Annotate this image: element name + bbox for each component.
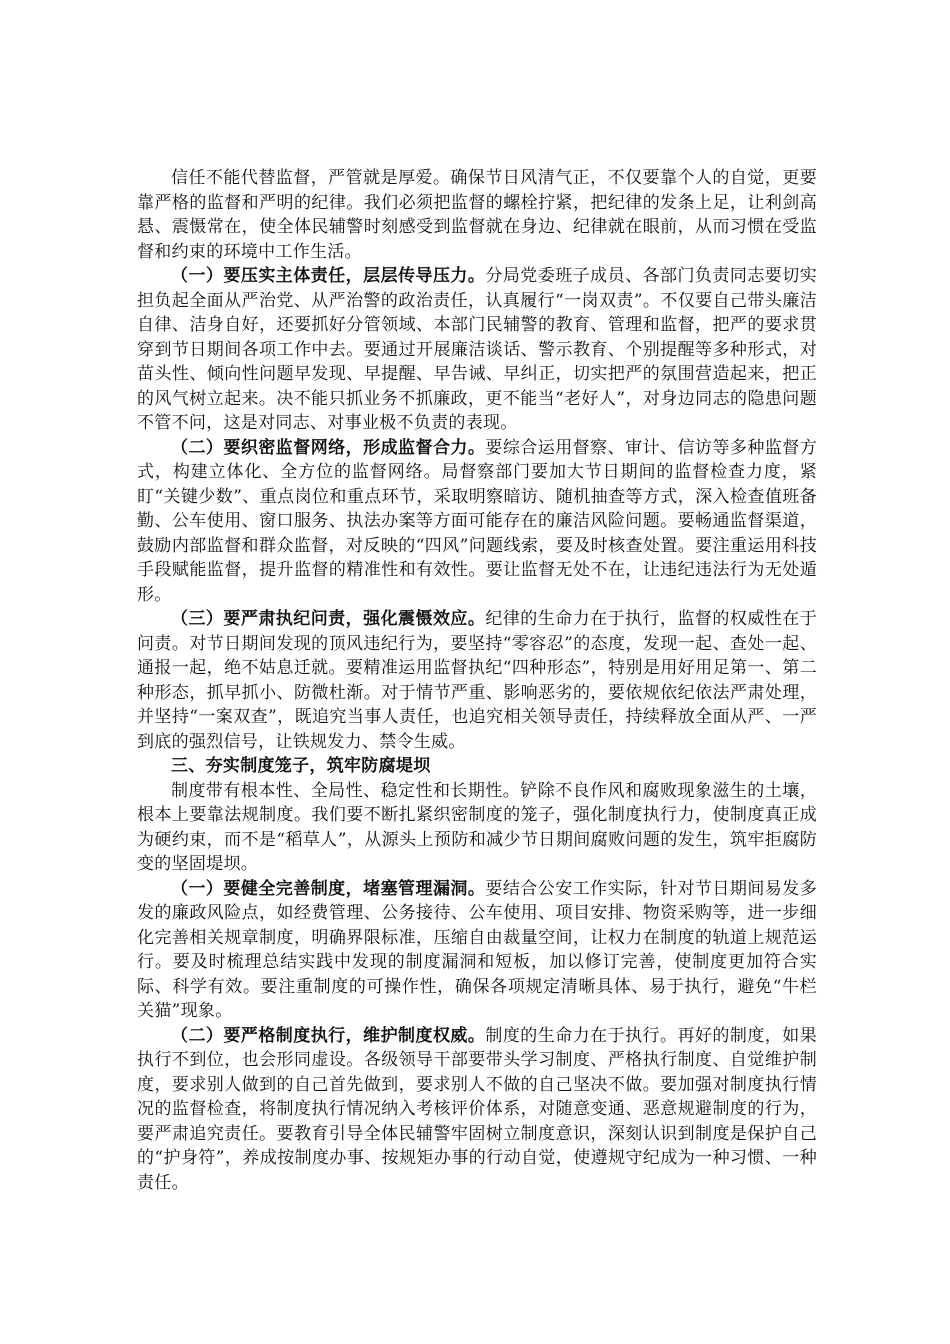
paragraph-enforce-system [137,1024,817,1196]
paragraph-lead: （一）要压实主体责任，层层传导压力。 [171,266,486,286]
document-body [137,166,817,1195]
paragraph-text: 要综合运用督察、审计、信访等多种监督方式，构建立体化、全方位的监督网络。局督察部门要加大节日期间的监督检查力度，紧盯“关键少数”、重点岗位和重点环节，采取明察暗访、随机抽查等方式，深入检查值班备勤、公车使用、窗口服务、执法办案等方面可能存在的廉洁风险问题。要畅通监督渠道，鼓励内部监督和群众监督，对反映的“四风”问题线索，要及时核查处置。要注重运用科技手段赋能监督，提升监督的精准性和有效性。要让监督无处不在，让违纪违法行为无处遁形。 [137,437,818,605]
paragraph-lead: （二）要严格制度执行，维护制度权威。 [171,1025,486,1046]
paragraph-lead: （二）要织密监督网络，形成监督合力。 [171,437,486,458]
paragraph-supervision-network [137,436,817,608]
section-heading-three: 三、夯实制度笼子，筑牢防腐堤坝 [171,756,431,776]
paragraph-text: 制度的生命力在于执行。再好的制度，如果执行不到位，也会形同虚设。各级领导干部要带头学习制度、严格执行制度、自觉维护制度，要求别人做到的自己首先做到，要求别人不做的自己坚决不做。要加强对制度执行情况的监督检查，将制度执行情况纳入考核评价体系，对随意变通、恶意规避制度的行为，要严肃追究责任。要教育引导全体民辅警牢固树立制度意识，深刻认识到制度是保护自己的“护身符”，养成按制度办事、按规矩办事的行动自觉，使遵规守纪成为一种习惯、一种责任。 [137,1025,818,1193]
paragraph-supervision-intro: 信任不能代替监督，严管就是厚爱。确保节日风清气正，不仅要靠个人的自觉，更要靠严格的监督和严明的纪律。我们必须把监督的螺栓拧紧，把纪律的发条上足，让利剑高悬、震慑常在，使全体民辅警时刻感受到监督就在身边、纪律就在眼前，从而习惯在受监督和约束的环境中工作生活。 [137,168,817,262]
paragraph-text: 要结合公安工作实际，针对节日期间易发多发的廉政风险点，如经费管理、公务接待、公车使用、项目安排、物资采购等，进一步细化完善相关规章制度，明确界限标准，压缩自由裁量空间，让权力在制度的轨道上规范运行。要及时梳理总结实践中发现的制度漏洞和短板，加以修订完善，使制度更加符合实际、科学有效。要注重制度的可操作性，确保各项规定清晰具体、易于执行，避免“牛栏关猫”现象。 [137,878,818,1021]
paragraph-lead: （三）要严肃执纪问责，强化震慑效应。 [171,609,486,629]
paragraph-text: 纪律的生命力在于执行，监督的权威性在于问责。对节日期间发现的顶风违纪行为，要坚持“零容忍”的态度，发现一起、查处一起、通报一起，绝不姑息迁就。要精准运用监督执纪“四种形态”，特别是用好用足第一、第二种形态，抓早抓小、防微杜渐。对于情节严重、影响恶劣的，要依规依纪依法严肃处理，并坚持“一案双查”，既追究当事人责任，也追究相关领导责任，持续释放全面从严、一严到底的强烈信号，让铁规发力、禁令生威。 [137,609,818,752]
paragraph-text: 分局党委班子成员、各部门负责同志要切实担负起全面从严治党、从严治警的政治责任，认真履行“一岗双责”。不仅要自己带头廉洁自律、洁身自好，还要抓好分管领域、本部门民辅警的教育、管理和监督，把严的要求贯穿到节日期间各项工作中去。要通过开展廉洁谈话、警示教育、个别提醒等多种形式，对苗头性、倾向性问题早发现、早提醒、早告诫、早纠正，切实把严的氛围营造起来，把正的风气树立起来。决不能只抓业务不抓廉政，更不能当“老好人”，对身边同志的隐患问题不管不问，这是对同志、对事业极不负责的表现。 [137,266,818,433]
paragraph-lead: （一）要健全完善制度，堵塞管理漏洞。 [171,878,486,899]
paragraph-improve-system [137,877,817,1024]
paragraph-discipline-accountability [137,607,817,754]
paragraph-system-intro: 制度带有根本性、全局性、稳定性和长期性。铲除不良作风和腐败现象滋生的土壤，根本上要靠法规制度。我们要不断扎紧织密制度的笼子，强化制度执行力，使制度真正成为硬约束，而不是“稻草人”，从源头上预防和减少节日期间腐败问题的发生，筑牢拒腐防变的坚固堤坝。 [137,780,817,874]
paragraph-subject-responsibility [137,264,817,436]
